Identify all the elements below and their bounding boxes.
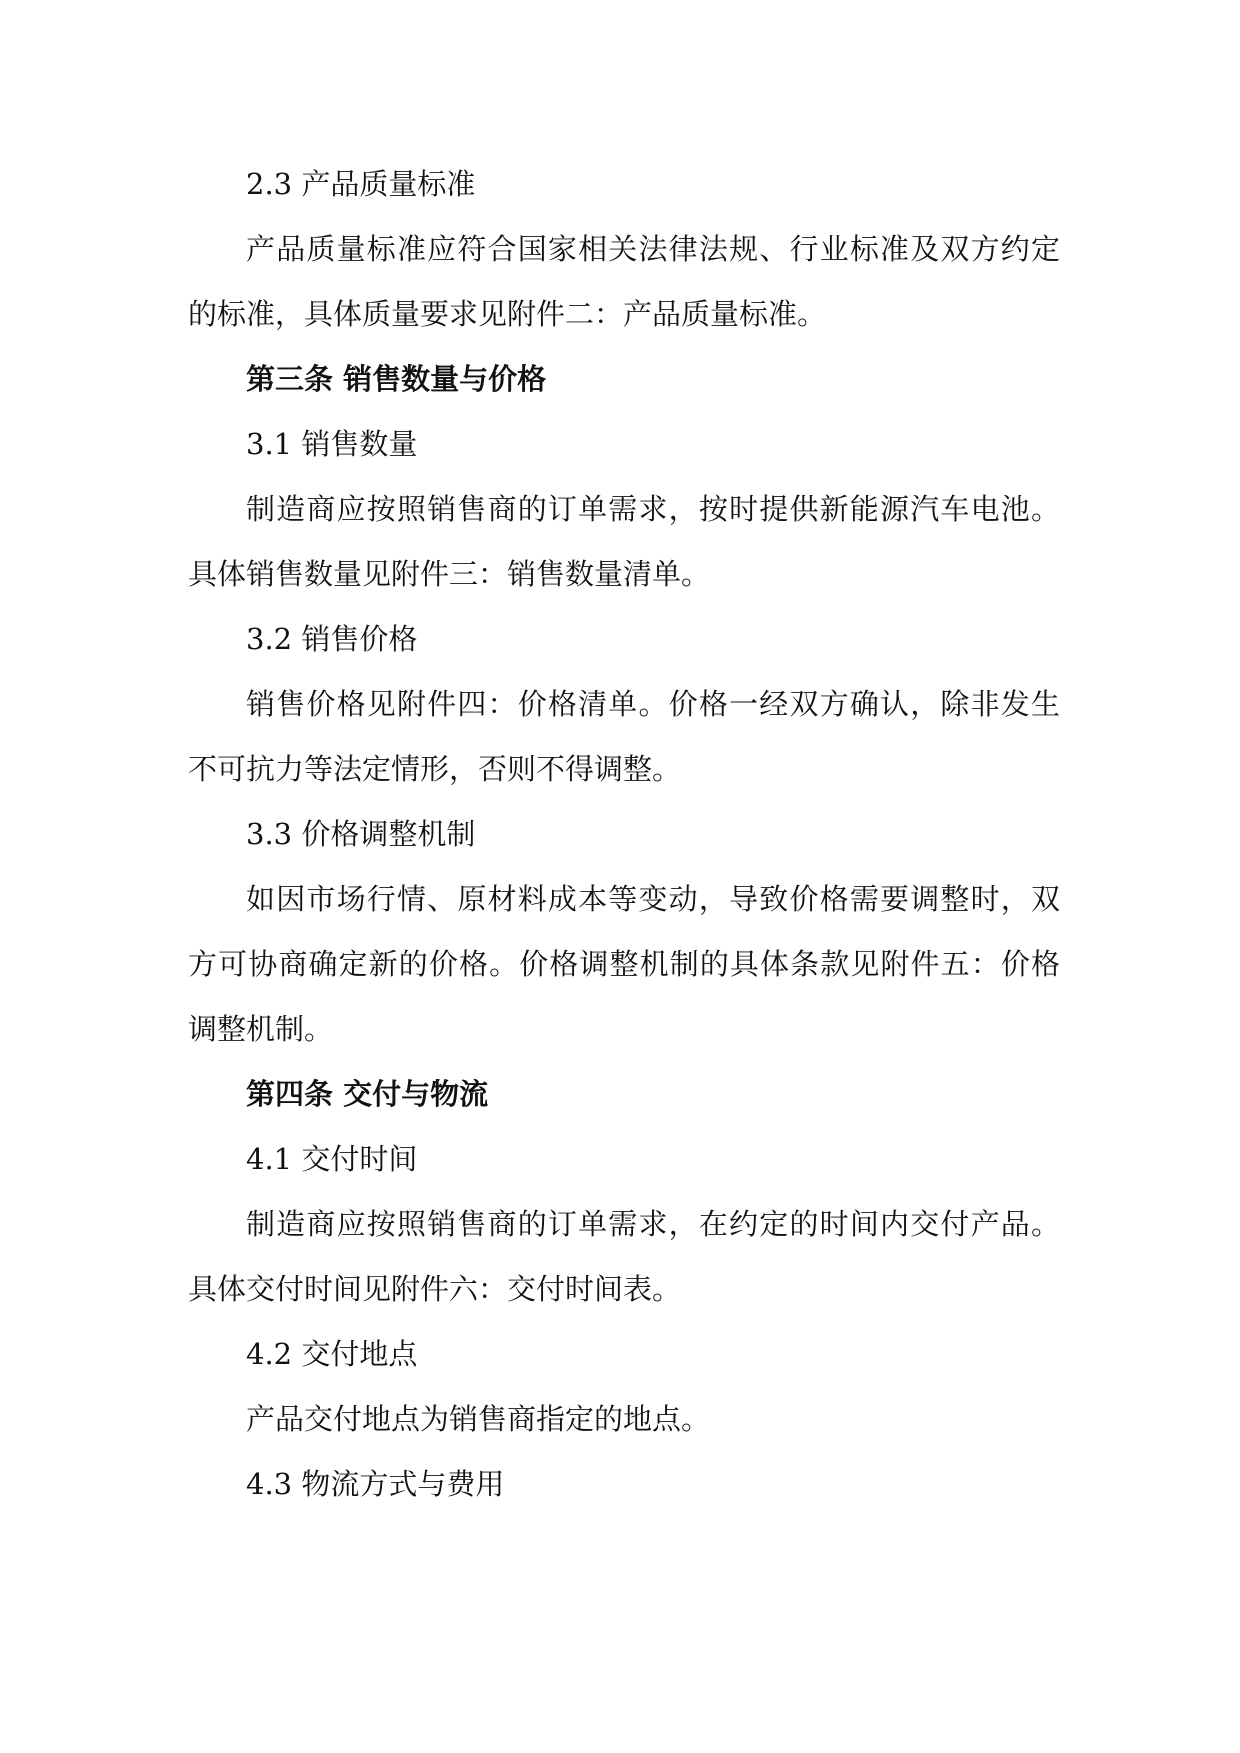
article-4-title: 第四条 交付与物流 <box>246 1077 489 1111</box>
paragraph-line: 如因市场行情、原材料成本等变动，导致价格需要调整时，双 <box>246 882 1060 916</box>
paragraph-line: 制造商应按照销售商的订单需求，在约定的时间内交付产品。 <box>246 1207 1060 1241</box>
paragraph-line: 方可协商确定新的价格。价格调整机制的具体条款见附件五：价格 <box>188 947 1060 981</box>
paragraph-line: 调整机制。 <box>188 1012 334 1046</box>
paragraph-line: 具体销售数量见附件三：销售数量清单。 <box>188 557 711 591</box>
section-heading-4-1: 4.1 交付时间 <box>246 1142 418 1176</box>
document-body <box>188 152 1060 1517</box>
paragraph-line: 具体交付时间见附件六：交付时间表。 <box>188 1272 682 1306</box>
paragraph-line: 销售价格见附件四：价格清单。价格一经双方确认，除非发生 <box>246 687 1060 721</box>
section-heading-4-2: 4.2 交付地点 <box>246 1337 418 1371</box>
section-heading-4-3: 4.3 物流方式与费用 <box>246 1467 505 1501</box>
paragraph-line: 不可抗力等法定情形，否则不得调整。 <box>188 752 682 786</box>
article-3-title: 第三条 销售数量与价格 <box>246 362 547 396</box>
section-heading-3-3: 3.3 价格调整机制 <box>246 817 476 851</box>
section-heading-3-2: 3.2 销售价格 <box>246 622 418 656</box>
paragraph-line: 制造商应按照销售商的订单需求，按时提供新能源汽车电池。 <box>246 492 1060 526</box>
paragraph-line: 产品交付地点为销售商指定的地点。 <box>246 1402 711 1436</box>
section-heading-2-3: 2.3 产品质量标准 <box>246 167 476 201</box>
section-heading-3-1: 3.1 销售数量 <box>246 427 418 461</box>
paragraph-line: 产品质量标准应符合国家相关法律法规、行业标准及双方约定 <box>246 232 1060 266</box>
paragraph-line: 的标准，具体质量要求见附件二：产品质量标准。 <box>188 297 827 331</box>
